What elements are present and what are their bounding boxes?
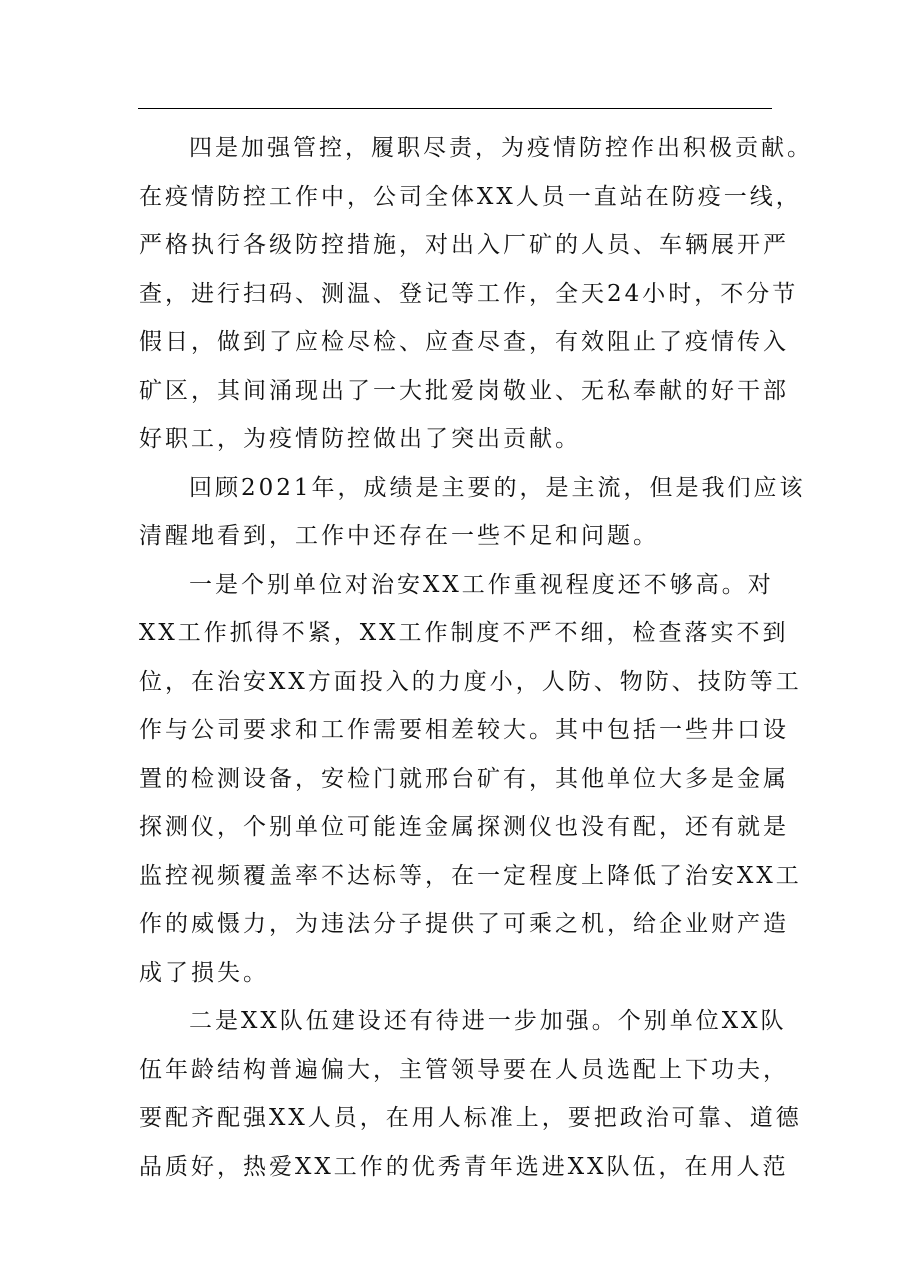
paragraph-line: 要配齐配强XX人员，在用人标准上，要把政治可靠、道德	[139, 1105, 802, 1131]
paragraph-line: 清醒地看到，工作中还存在一些不足和问题。	[139, 523, 659, 549]
paragraph-line: 品质好，热爱XX工作的优秀青年选进XX队伍，在用人范	[139, 1153, 789, 1180]
paragraph-line: 探测仪，个别单位可能连金属探测仪也没有配，还有就是	[139, 814, 789, 840]
paragraph-line: 四是加强管控，履职尽责，为疫情防控作出积极贡献。	[189, 135, 813, 161]
paragraph-line: 位，在治安XX方面投入的力度小，人防、物防、技防等工	[139, 668, 802, 695]
paragraph-line: 成了损失。	[139, 959, 269, 986]
paragraph-line: 监控视频覆盖率不达标等，在一定程度上降低了治安XX工	[139, 862, 802, 889]
paragraph-line: 作的威慑力，为违法分子提供了可乘之机，给企业财产造	[139, 911, 789, 937]
paragraph-line: 好职工，为疫情防控做出了突出贡献。	[139, 426, 581, 452]
header-rule	[138, 108, 772, 109]
paragraph-line: 在疫情防控工作中，公司全体XX人员一直站在防疫一线，	[139, 183, 802, 210]
paragraph-line: XX工作抓得不紧，XX工作制度不严不细，检查落实不到	[139, 620, 789, 646]
paragraph-line: 一是个别单位对治安XX工作重视程度还不够高。对	[189, 571, 774, 598]
paragraph-line: 二是XX队伍建设还有待进一步加强。个别单位XX队	[189, 1008, 787, 1034]
paragraph-line: 伍年龄结构普遍偏大，主管领导要在人员选配上下功夫，	[139, 1056, 789, 1083]
paragraph-line: 查，进行扫码、测温、登记等工作，全天24小时，不分节	[139, 280, 799, 307]
paragraph-line: 严格执行各级防控措施，对出入厂矿的人员、车辆展开严	[139, 232, 789, 258]
paragraph-line: 矿区，其间涌现出了一大批爱岗敬业、无私奉献的好干部	[139, 377, 789, 404]
paragraph-line: 作与公司要求和工作需要相差较大。其中包括一些井口设	[139, 717, 789, 743]
paragraph-line: 回顾2021年，成绩是主要的，是主流，但是我们应该	[189, 474, 806, 501]
paragraph-line: 置的检测设备，安检门就邢台矿有，其他单位大多是金属	[139, 765, 789, 792]
paragraph-line: 假日，做到了应检尽检、应查尽查，有效阻止了疫情传入	[139, 329, 789, 355]
document-body	[139, 124, 813, 1191]
